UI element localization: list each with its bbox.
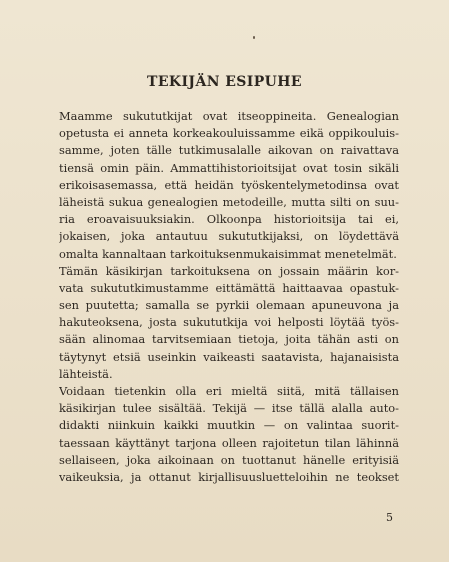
- ink-speck: [253, 36, 255, 39]
- text-line: Maamme sukututkijat ovat itseoppineita. Genealogian: [59, 109, 399, 123]
- text-line: samme, joten tälle tutkimusalalle aikovan on raivattava: [59, 143, 399, 158]
- page-title: TEKIJÄN ESIPUHE: [147, 74, 302, 90]
- text-line: lähteistä.: [59, 366, 113, 381]
- text-line: sään alinomaa tarvitsemiaan tietoja, joita tähän asti on: [59, 332, 399, 347]
- text-line: Tämän käsikirjan tarkoituksena on jossain määrin kor-: [59, 263, 399, 278]
- text-line: ria eroavaisuuksiakin. Olkoonpa historioitsija tai ei,: [59, 212, 399, 227]
- text-line: omalta kannaltaan tarkoituksenmukaisimmat menetelmät.: [59, 246, 397, 261]
- text-line: jokaisen, joka antautuu sukututkijaksi, on löydettävä: [59, 229, 399, 244]
- text-line: didakti niinkuin kaikki muutkin — on valintaa suorit-: [59, 418, 399, 433]
- text-line: tiensä omin päin. Ammattihistorioitsijat ovat tosin sikäli: [59, 160, 399, 175]
- text-line: Voidaan tietenkin olla eri mieltä siitä, mitä tällaisen: [59, 384, 399, 398]
- page-number: 5: [386, 511, 393, 524]
- text-line: erikoisasemassa, että heidän työskentelymetodinsa ovat: [59, 177, 399, 192]
- text-line: sellaiseen, joka aikoinaan on tuottanut hänelle erityisiä: [59, 452, 399, 467]
- text-line: käsikirjan tulee sisältää. Tekijä — itse tällä alalla auto-: [59, 401, 399, 416]
- text-line: sen puutetta; samalla se pyrkii olemaan apuneuvona ja: [59, 298, 399, 313]
- text-line: läheistä sukua genealogien metodeille, mutta silti on suu-: [59, 194, 399, 209]
- text-line: vata sukututkimustamme eittämättä haittaavaa opastuk-: [59, 280, 399, 295]
- text-line: opetusta ei anneta korkeakouluissamme eikä oppikouluis-: [59, 126, 399, 141]
- text-line: vaikeuksia, ja ottanut kirjallisuusluetteloihin ne teokset: [59, 469, 399, 484]
- text-line: hakuteoksena, josta sukututkija voi helposti löytää työs-: [59, 315, 399, 330]
- text-line: täytynyt etsiä useinkin vaikeasti saatavista, hajanaisista: [59, 349, 399, 364]
- preface-body: [59, 108, 399, 486]
- text-line: taessaan käyttänyt tarjona olleen rajoitetun tilan lähinnä: [59, 435, 399, 450]
